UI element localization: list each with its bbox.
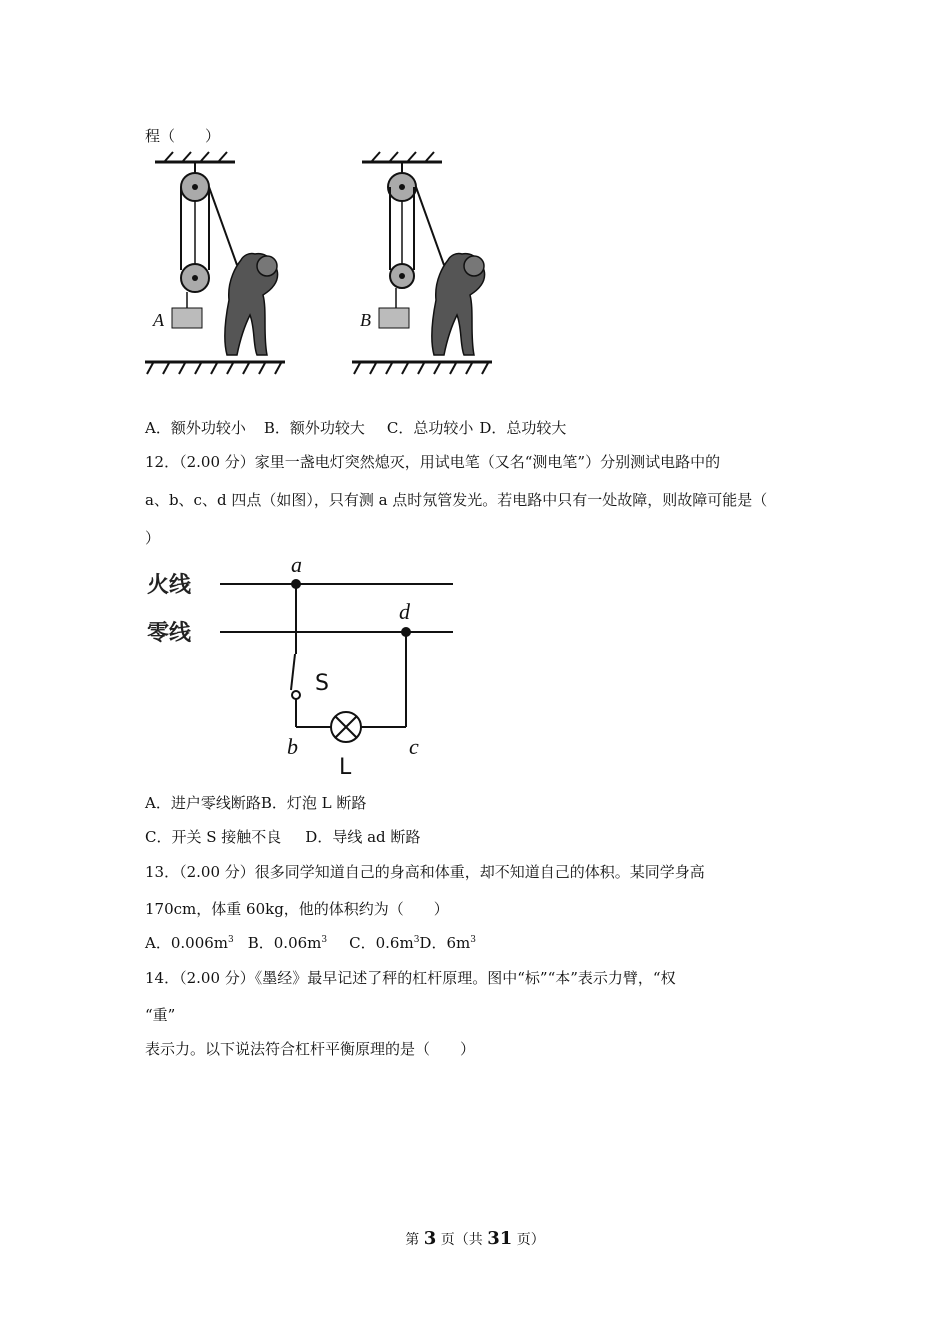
q12-option-c[interactable]: C．开关 S 接触不良: [145, 828, 282, 846]
q12-stem-line2: a、b、c、d 四点（如图），只有测 a 点时氖管发光。若电路中只有一处故障，则故障可能是（: [145, 491, 768, 509]
point-d-label: d: [399, 599, 410, 624]
q12-option-a[interactable]: A．进户零线断路: [145, 794, 261, 812]
page-footer: 第 3 页（共 31 页）: [405, 1228, 545, 1249]
q14-stem-line2: “重”: [145, 1006, 176, 1024]
circuit-figure: [145, 552, 460, 780]
neutral-wire-label: 零线: [147, 621, 192, 646]
q11-option-c[interactable]: C．总功较小: [386, 419, 474, 437]
figure-label-a: A: [153, 310, 164, 330]
pulley-figure-a: [145, 150, 295, 382]
pulley-figure-b: [352, 150, 502, 382]
q13-option-d[interactable]: D．$6m^3$: [419, 934, 476, 952]
q14-stem-line1: 14．（2.00 分）《墨经》最早记述了秤的杠杆原理。图中“标”“本”表示力臂，“权: [145, 969, 676, 987]
q11-options: [145, 418, 566, 438]
q11-option-a[interactable]: A．额外功较小: [145, 419, 246, 437]
figure-label-b: B: [360, 310, 371, 330]
q11-stem-tail: 程（ ）: [145, 127, 221, 145]
q12-option-d[interactable]: D．导线 ad 断路: [305, 828, 421, 846]
q13-option-a[interactable]: A．$0.006m^3$: [145, 934, 234, 952]
point-c-label: c: [409, 734, 419, 759]
q14-stem-line3: 表示力。以下说法符合杠杆平衡原理的是（ ）: [145, 1040, 476, 1058]
q13-stem-line2: 170cm，体重 60kg，他的体积约为（ ）: [145, 900, 449, 918]
q12-options-row2: [145, 827, 420, 847]
live-wire-label: 火线: [147, 573, 192, 598]
q13-option-c[interactable]: C．$0.6m^3$: [349, 934, 420, 952]
lamp-label: L: [339, 755, 352, 780]
total-page-count: 31: [487, 1228, 513, 1249]
q13-option-b[interactable]: B．$0.06m^3$: [247, 934, 328, 952]
q12-option-b[interactable]: B．灯泡 L 断路: [260, 794, 367, 812]
switch-label: S: [315, 671, 329, 696]
switch-s: [291, 654, 295, 690]
point-d-dot: [401, 627, 411, 637]
q13-stem-line1: 13．（2.00 分）很多同学知道自己的身高和体重，却不知道自己的体积。某同学身高: [145, 863, 705, 881]
point-b-label: b: [287, 734, 298, 759]
q11-option-d[interactable]: D．总功较大: [479, 419, 567, 437]
q12-stem-line1: 12．（2.00 分）家里一盏电灯突然熄灭，用试电笔（又名“测电笔”）分别测试电路中的: [145, 453, 721, 471]
q12-options-row1: [145, 793, 366, 813]
q12-stem-line3: ）: [145, 529, 161, 547]
q13-options: [145, 933, 476, 953]
current-page-number: 3: [423, 1228, 437, 1249]
q11-option-b[interactable]: B．额外功较大: [263, 419, 365, 437]
point-a-label: a: [291, 552, 302, 577]
